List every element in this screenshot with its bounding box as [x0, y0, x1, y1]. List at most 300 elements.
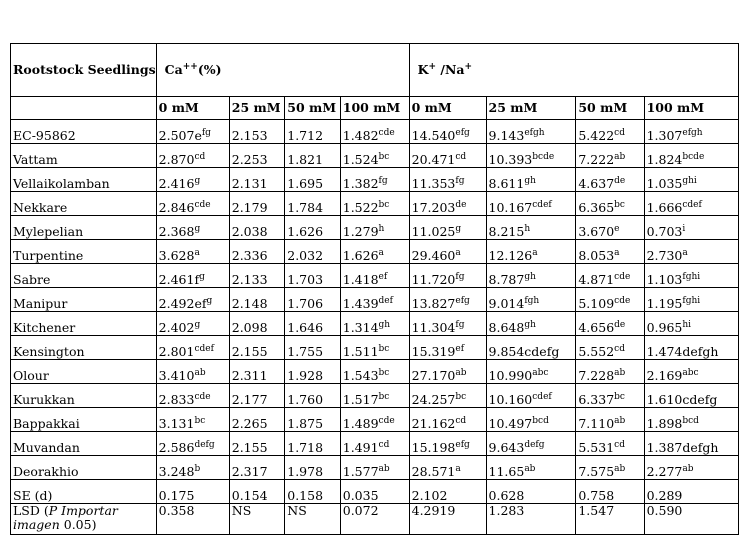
value-cell [229, 456, 285, 480]
value-cell [285, 288, 341, 312]
value-text: 4.637 [578, 176, 615, 191]
value-cell [229, 192, 285, 216]
significance-letters: ab [614, 367, 626, 378]
significance-letters: bc [378, 367, 390, 378]
rootstock-name: Manipur [11, 288, 157, 312]
value-text: 6.365 [578, 200, 615, 215]
value-cell [340, 384, 409, 408]
value-cell [340, 192, 409, 216]
value-text: 5.109 [578, 296, 615, 311]
significance-letters: def [378, 295, 393, 306]
value-cell [576, 144, 644, 168]
value-cell [229, 240, 285, 264]
value-text: 1.418 [342, 272, 379, 287]
value-text: 2.461f [158, 272, 200, 287]
value-text: 2.317 [231, 464, 268, 479]
significance-letters: a [682, 247, 688, 258]
value-text: 1.314 [342, 320, 379, 335]
value-cell [576, 432, 644, 456]
value-text: 20.471 [411, 152, 456, 167]
significance-letters: ab [455, 367, 467, 378]
value-cell [409, 312, 486, 336]
significance-letters: fgh [524, 295, 540, 306]
value-text: 2.032 [287, 248, 324, 263]
value-text: 6.337 [578, 392, 615, 407]
conc-header: 25 mM [229, 97, 285, 120]
value-text: 2.177 [231, 392, 268, 407]
value-cell [229, 432, 285, 456]
significance-letters: ab [682, 463, 694, 474]
significance-letters: ab [614, 415, 626, 426]
value-text: 0.758 [578, 488, 615, 503]
value-cell [644, 432, 738, 456]
value-cell [340, 360, 409, 384]
value-text: 1.821 [287, 152, 324, 167]
value-text: 1.439 [342, 296, 379, 311]
value-text: 2.153 [231, 128, 268, 143]
significance-letters: bcd [532, 415, 549, 426]
value-text: 1.543 [342, 368, 379, 383]
significance-letters: g [194, 223, 201, 234]
value-text: 8.787 [488, 272, 525, 287]
value-text: 2.730 [646, 248, 683, 263]
value-text: 9.143 [488, 128, 525, 143]
rootstock-header-text: Rootstock Seedlings [13, 62, 156, 77]
significance-letters: ef [378, 271, 388, 282]
value-cell [576, 312, 644, 336]
value-cell [576, 120, 644, 144]
value-cell [340, 240, 409, 264]
value-cell [229, 288, 285, 312]
value-text: 2.277 [646, 464, 683, 479]
value-text: 8.053 [578, 248, 615, 263]
significance-letters: gh [378, 319, 391, 330]
value-cell [644, 168, 738, 192]
table-row [11, 360, 739, 384]
lsd-value: 0.590 [644, 504, 738, 535]
value-cell [576, 192, 644, 216]
significance-letters: fg [455, 271, 465, 282]
conc-header: 0 mM [409, 97, 486, 120]
significance-letters: cde [614, 271, 631, 282]
significance-letters: ab [614, 151, 626, 162]
lsd-value: 0.358 [156, 504, 229, 535]
lsd-value: NS [285, 504, 341, 535]
significance-letters: cd [455, 415, 467, 426]
lsd-label-italic: P Importar imagen [13, 503, 118, 532]
conc-header: 25 mM [486, 97, 576, 120]
value-cell [644, 312, 738, 336]
value-cell [285, 240, 341, 264]
value-cell [156, 192, 229, 216]
value-cell [340, 264, 409, 288]
value-text: 2.801 [158, 344, 195, 359]
value-cell [285, 264, 341, 288]
value-text: 10.167 [488, 200, 533, 215]
significance-letters: e [614, 223, 620, 234]
value-cell [156, 120, 229, 144]
value-cell [486, 264, 576, 288]
significance-letters: g [455, 223, 462, 234]
value-cell [409, 432, 486, 456]
k-label: K [417, 62, 429, 77]
rootstock-name: Olour [11, 360, 157, 384]
data-table [10, 43, 739, 535]
value-text: 15.198 [411, 440, 456, 455]
significance-letters: bc [614, 391, 625, 402]
value-text: 2.098 [231, 320, 268, 335]
table-row [11, 408, 739, 432]
value-text: 28.571 [411, 464, 456, 479]
lsd-label-suffix: 0.05) [59, 517, 97, 532]
table-row [11, 432, 739, 456]
value-cell [229, 336, 285, 360]
significance-letters: efgh [524, 127, 545, 138]
value-cell [576, 480, 644, 504]
value-cell [156, 408, 229, 432]
value-text: 8.611 [488, 176, 525, 191]
ca-label: Ca [164, 62, 183, 77]
value-text: 11.65 [488, 464, 525, 479]
significance-letters: cde [614, 295, 631, 306]
value-text: 21.162 [411, 416, 456, 431]
significance-letters: defg [194, 439, 215, 450]
value-text: 9.643 [488, 440, 525, 455]
value-text: 1.712 [287, 128, 324, 143]
value-cell [576, 360, 644, 384]
significance-letters: g [199, 271, 205, 282]
value-text: 10.497 [488, 416, 533, 431]
rootstock-name: Vattam [11, 144, 157, 168]
value-text: 1.577 [342, 464, 379, 479]
significance-letters: bc [194, 415, 206, 426]
lsd-value: 0.072 [340, 504, 409, 535]
value-text: 2.265 [231, 416, 268, 431]
significance-letters: fghi [682, 295, 701, 306]
value-cell [409, 336, 486, 360]
significance-letters: bc [614, 199, 625, 210]
value-cell [285, 336, 341, 360]
value-text: 0.035 [342, 488, 379, 503]
value-text: 2.038 [231, 224, 268, 239]
value-cell [229, 360, 285, 384]
value-text: 1.035 [646, 176, 683, 191]
value-cell [156, 312, 229, 336]
value-cell [644, 336, 738, 360]
value-cell [576, 264, 644, 288]
value-text: 1.491 [342, 440, 379, 455]
table-row [11, 144, 739, 168]
significance-letters: cdef [194, 343, 214, 354]
significance-letters: cdef [532, 391, 552, 402]
significance-letters: fg [455, 319, 465, 330]
value-text: 1.755 [287, 344, 324, 359]
value-text: 11.025 [411, 224, 456, 239]
value-cell [486, 288, 576, 312]
value-cell [644, 144, 738, 168]
concentration-row [11, 97, 739, 120]
value-cell [644, 120, 738, 144]
value-text: 0.628 [488, 488, 525, 503]
lsd-label [11, 504, 157, 535]
lsd-value: 1.547 [576, 504, 644, 535]
value-cell [409, 144, 486, 168]
value-text: 1.195 [646, 296, 683, 311]
value-cell [340, 480, 409, 504]
value-text: 1.784 [287, 200, 324, 215]
value-text: 1.103 [646, 272, 683, 287]
value-text: 3.628 [158, 248, 195, 263]
value-text: 15.319 [411, 344, 456, 359]
value-cell [644, 408, 738, 432]
value-cell [285, 360, 341, 384]
significance-letters: abc [532, 367, 549, 378]
value-cell [285, 144, 341, 168]
significance-letters: ab [614, 463, 626, 474]
value-text: 1.474defgh [646, 344, 719, 359]
significance-letters: gh [524, 271, 536, 282]
value-cell [340, 456, 409, 480]
significance-letters: g [206, 295, 213, 306]
value-text: 10.990 [488, 368, 533, 383]
value-cell [229, 216, 285, 240]
value-text: 14.540 [411, 128, 456, 143]
value-cell [409, 408, 486, 432]
significance-letters: fg [455, 175, 465, 186]
value-text: 9.854cdefg [488, 344, 560, 359]
value-cell [229, 384, 285, 408]
value-text: 2.133 [231, 272, 268, 287]
value-text: 7.110 [578, 416, 615, 431]
value-cell [576, 168, 644, 192]
significance-letters: a [194, 247, 200, 258]
value-cell [486, 192, 576, 216]
value-cell [156, 384, 229, 408]
value-cell [486, 168, 576, 192]
value-cell [156, 456, 229, 480]
value-cell [156, 336, 229, 360]
value-cell [576, 288, 644, 312]
value-text: 1.387defgh [646, 440, 719, 455]
value-text: 2.102 [411, 488, 448, 503]
value-text: 1.307 [646, 128, 683, 143]
conc-header: 50 mM [576, 97, 644, 120]
value-cell [340, 408, 409, 432]
significance-letters: i [682, 223, 686, 234]
value-cell [576, 408, 644, 432]
value-cell [409, 240, 486, 264]
value-cell [285, 120, 341, 144]
value-text: 1.703 [287, 272, 324, 287]
value-cell [644, 456, 738, 480]
value-cell [285, 480, 341, 504]
rootstock-name: Turpentine [11, 240, 157, 264]
significance-letters: abc [682, 367, 699, 378]
value-cell [229, 264, 285, 288]
significance-letters: g [194, 175, 201, 186]
value-cell [486, 216, 576, 240]
value-text: 5.531 [578, 440, 615, 455]
k-superscript: + [428, 61, 437, 72]
value-text: 2.169 [646, 368, 683, 383]
value-text: 1.511 [342, 344, 379, 359]
value-cell [340, 120, 409, 144]
rootstock-name: Nekkare [11, 192, 157, 216]
value-cell [340, 216, 409, 240]
significance-letters: cdef [682, 199, 702, 210]
value-cell [409, 288, 486, 312]
rootstock-name: Sabre [11, 264, 157, 288]
value-cell [644, 480, 738, 504]
value-cell [644, 192, 738, 216]
calcium-header [156, 44, 409, 97]
table-row [11, 456, 739, 480]
significance-letters: ghi [682, 175, 697, 186]
significance-letters: fg [378, 175, 388, 186]
value-cell [285, 456, 341, 480]
lsd-value: 1.283 [486, 504, 576, 535]
value-cell [486, 120, 576, 144]
value-text: 24.257 [411, 392, 456, 407]
value-text: 1.626 [287, 224, 324, 239]
value-cell [644, 288, 738, 312]
conc-header: 100 mM [644, 97, 738, 120]
value-text: 13.827 [411, 296, 456, 311]
value-text: 10.393 [488, 152, 533, 167]
value-text: 1.666 [646, 200, 683, 215]
significance-letters: bc [378, 391, 390, 402]
value-cell [486, 408, 576, 432]
table-row [11, 312, 739, 336]
conc-header: 100 mM [340, 97, 409, 120]
significance-letters: gh [524, 175, 536, 186]
lsd-value: 4.2919 [409, 504, 486, 535]
significance-letters: cd [614, 439, 625, 450]
significance-letters: ab [194, 367, 206, 378]
ca-unit: (%) [197, 62, 222, 77]
rootstock-name: Vellaikolamban [11, 168, 157, 192]
value-text: 1.706 [287, 296, 324, 311]
significance-letters: fghi [682, 271, 701, 282]
value-text: 2.846 [158, 200, 195, 215]
significance-letters: defg [524, 439, 545, 450]
value-text: 2.148 [231, 296, 268, 311]
value-cell [576, 336, 644, 360]
significance-letters: cd [455, 151, 467, 162]
value-text: 2.507e [158, 128, 202, 143]
value-text: 1.522 [342, 200, 379, 215]
significance-letters: cd [194, 151, 206, 162]
significance-letters: efg [455, 295, 470, 306]
value-text: 1.824 [646, 152, 683, 167]
value-text: 2.311 [231, 368, 268, 383]
significance-letters: efg [455, 439, 470, 450]
value-cell [409, 480, 486, 504]
value-text: 8.215 [488, 224, 525, 239]
value-cell [340, 168, 409, 192]
value-text: 1.482 [342, 128, 379, 143]
value-text: 1.489 [342, 416, 379, 431]
significance-letters: efgh [682, 127, 703, 138]
table-row [11, 192, 739, 216]
value-cell [409, 120, 486, 144]
value-text: 4.871 [578, 272, 615, 287]
value-cell [486, 360, 576, 384]
rootstock-header [11, 44, 157, 97]
value-cell [486, 480, 576, 504]
significance-letters: bcde [682, 151, 705, 162]
significance-letters: cdef [532, 199, 552, 210]
value-text: 1.875 [287, 416, 324, 431]
value-cell [409, 168, 486, 192]
value-text: 0.158 [287, 488, 324, 503]
value-cell [285, 168, 341, 192]
value-cell [229, 144, 285, 168]
value-cell [644, 216, 738, 240]
value-cell [409, 264, 486, 288]
value-text: 12.126 [488, 248, 533, 263]
value-text: 4.656 [578, 320, 615, 335]
lsd-value: NS [229, 504, 285, 535]
k-na-ratio-header [409, 44, 738, 97]
value-text: 2.131 [231, 176, 268, 191]
value-cell [156, 480, 229, 504]
value-text: 1.898 [646, 416, 683, 431]
value-cell [156, 216, 229, 240]
value-text: 1.610cdefg [646, 392, 718, 407]
value-text: 10.160 [488, 392, 533, 407]
significance-letters: bcd [682, 415, 699, 426]
significance-letters: bcde [532, 151, 555, 162]
table-row [11, 120, 739, 144]
value-cell [340, 312, 409, 336]
value-cell [340, 288, 409, 312]
value-text: 2.155 [231, 440, 268, 455]
value-text: 11.353 [411, 176, 456, 191]
table-row [11, 336, 739, 360]
value-cell [576, 240, 644, 264]
significance-letters: h [524, 223, 531, 234]
value-text: 7.575 [578, 464, 615, 479]
value-text: 0.154 [231, 488, 268, 503]
significance-letters: h [378, 223, 385, 234]
value-cell [156, 240, 229, 264]
value-cell [156, 144, 229, 168]
significance-letters: fg [201, 127, 211, 138]
value-text: 1.760 [287, 392, 324, 407]
value-text: 0.965 [646, 320, 683, 335]
value-text: 17.203 [411, 200, 456, 215]
value-cell [486, 144, 576, 168]
value-text: 2.416 [158, 176, 195, 191]
significance-letters: de [614, 319, 626, 330]
value-text: 1.626 [342, 248, 379, 263]
value-cell [644, 384, 738, 408]
value-cell [285, 312, 341, 336]
value-text: 5.552 [578, 344, 615, 359]
rootstock-name: Kurukkan [11, 384, 157, 408]
value-cell [409, 360, 486, 384]
value-text: 8.648 [488, 320, 525, 335]
value-text: 2.155 [231, 344, 268, 359]
na-superscript: + [464, 61, 473, 72]
rootstock-name: Kensington [11, 336, 157, 360]
table-row [11, 216, 739, 240]
significance-letters: efg [455, 127, 470, 138]
value-text: 0.289 [646, 488, 683, 503]
rootstock-name: Bappakkai [11, 408, 157, 432]
value-text: 7.228 [578, 368, 615, 383]
